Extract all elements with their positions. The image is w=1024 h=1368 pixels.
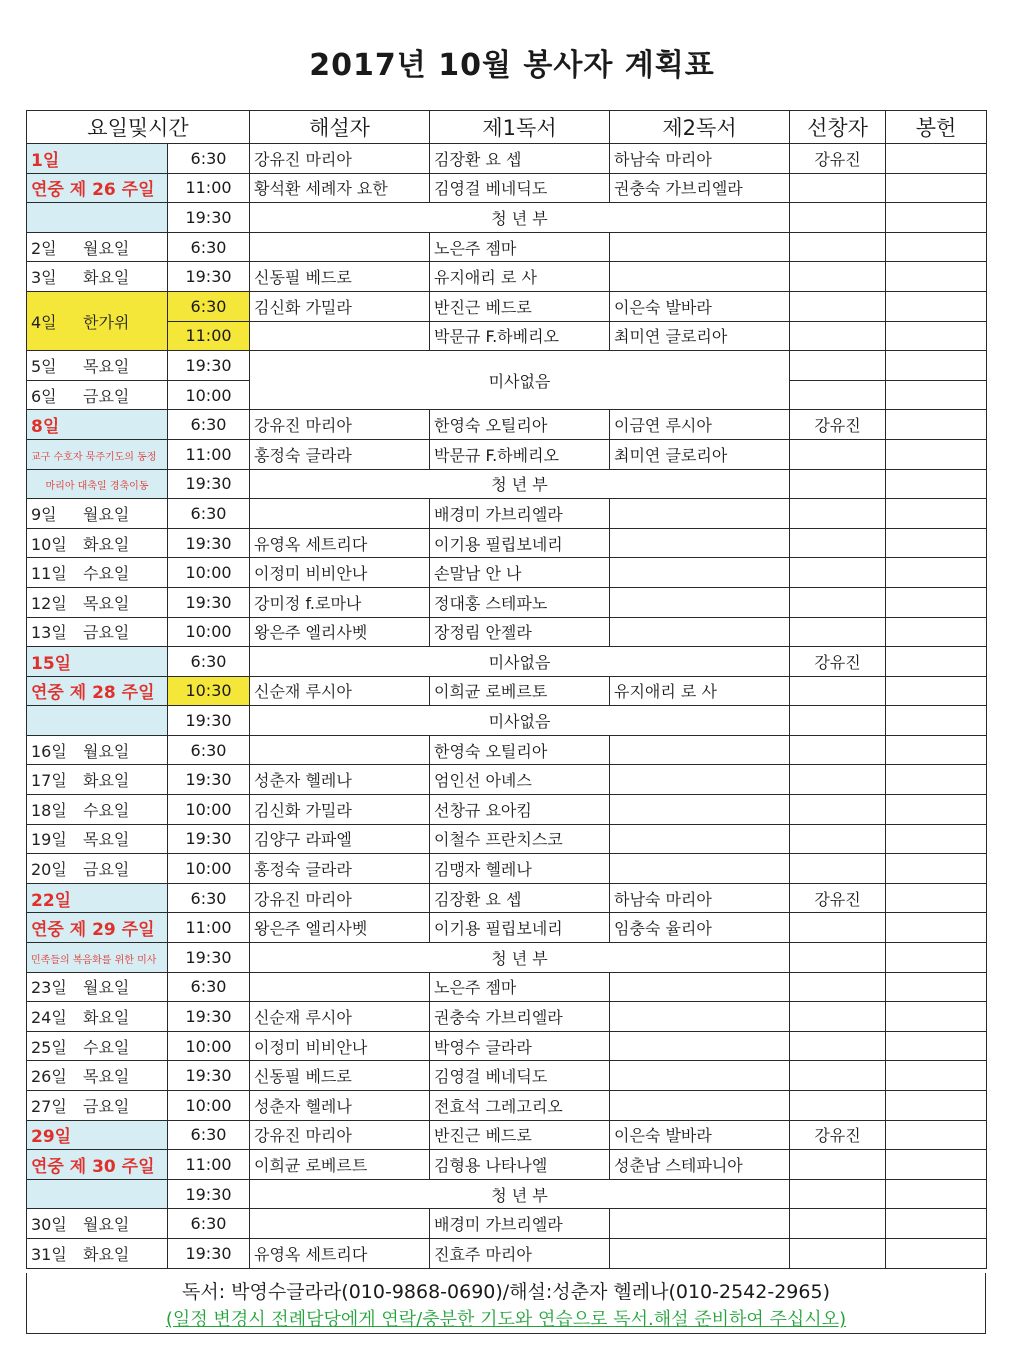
table-row [27, 1061, 987, 1091]
time-cell: 19:30 [168, 943, 250, 973]
offertory-cell [886, 1061, 987, 1091]
youth-cell: 청 년 부 [250, 1179, 790, 1209]
time-cell: 19:30 [168, 528, 250, 558]
time-cell: 6:30 [168, 499, 250, 529]
cantor-cell: 강유진 [790, 883, 886, 913]
table-row [27, 321, 987, 351]
time-cell: 19:30 [168, 1238, 250, 1268]
table-row [27, 943, 987, 973]
reading2-cell [610, 824, 790, 854]
cantor-cell [790, 499, 886, 529]
day-cell: 22일 [27, 883, 168, 913]
reading2-cell [610, 1091, 790, 1121]
table-row [27, 617, 987, 647]
reading1-cell: 반진근 베드로 [430, 1120, 610, 1150]
table-row [27, 676, 987, 706]
cantor-cell [790, 1238, 886, 1268]
day-cell: 26일 목요일 [27, 1061, 168, 1091]
table-row [27, 499, 987, 529]
time-cell: 10:00 [168, 854, 250, 884]
table-row [27, 735, 987, 765]
cantor-cell [790, 1091, 886, 1121]
reading1-cell: 이철수 프란치스코 [430, 824, 610, 854]
time-cell: 19:30 [168, 203, 250, 233]
day-cell [27, 1179, 168, 1209]
offertory-cell [886, 1179, 987, 1209]
header-offertory: 봉헌 [886, 111, 987, 144]
commentator-cell: 홍정숙 글라라 [250, 439, 430, 469]
reading1-cell: 이희균 로베르토 [430, 676, 610, 706]
time-cell: 6:30 [168, 232, 250, 262]
commentator-cell: 성춘자 헬레나 [250, 765, 430, 795]
reading1-cell: 박문규 F.하베리오 [430, 439, 610, 469]
reading2-cell [610, 1061, 790, 1091]
cantor-cell [790, 913, 886, 943]
reading1-cell: 노은주 젬마 [430, 232, 610, 262]
offertory-cell [886, 676, 987, 706]
cantor-cell [790, 795, 886, 825]
reading2-cell [610, 528, 790, 558]
time-cell: 6:30 [168, 647, 250, 677]
time-cell: 6:30 [168, 735, 250, 765]
time-cell: 11:00 [168, 1150, 250, 1180]
reading1-cell: 엄인선 아녜스 [430, 765, 610, 795]
offertory-cell [886, 203, 987, 233]
day-cell: 교구 수호자 묵주기도의 동정 [27, 439, 168, 469]
table-row [27, 913, 987, 943]
day-cell: 마리아 대축일 경축이동 [27, 469, 168, 499]
commentator-cell [250, 499, 430, 529]
time-cell: 10:00 [168, 1091, 250, 1121]
offertory-cell [886, 439, 987, 469]
commentator-cell: 신동필 베드로 [250, 1061, 430, 1091]
day-cell: 17일 화요일 [27, 765, 168, 795]
day-cell: 16일 월요일 [27, 735, 168, 765]
cantor-cell [790, 1150, 886, 1180]
offertory-cell [886, 499, 987, 529]
commentator-cell: 김신화 가밀라 [250, 291, 430, 321]
offertory-cell [886, 735, 987, 765]
day-cell [27, 203, 168, 233]
no-mass-cell: 미사없음 [250, 647, 790, 677]
commentator-cell: 유영옥 세트리다 [250, 1238, 430, 1268]
offertory-cell [886, 1150, 987, 1180]
offertory-cell [886, 232, 987, 262]
reading2-cell [610, 765, 790, 795]
reading1-cell: 이기용 필립보네리 [430, 913, 610, 943]
day-cell: 12일 목요일 [27, 587, 168, 617]
time-cell: 11:00 [168, 439, 250, 469]
cantor-cell: 강유진 [790, 1120, 886, 1150]
cantor-cell [790, 380, 886, 410]
reading1-cell: 진효주 마리아 [430, 1238, 610, 1268]
day-cell: 11일 수요일 [27, 558, 168, 588]
cantor-cell [790, 587, 886, 617]
table-row [27, 854, 987, 884]
table-row [27, 173, 987, 203]
day-cell: 3일 화요일 [27, 262, 168, 292]
table-row [27, 232, 987, 262]
header-day-time: 요일및시간 [27, 111, 250, 144]
commentator-cell: 강유진 마리아 [250, 883, 430, 913]
day-cell: 15일 [27, 647, 168, 677]
reading1-cell: 전효석 그레고리오 [430, 1091, 610, 1121]
commentator-cell: 김신화 가밀라 [250, 795, 430, 825]
reading2-cell [610, 1002, 790, 1032]
header-reading1: 제1독서 [430, 111, 610, 144]
reading2-cell [610, 735, 790, 765]
cantor-cell [790, 972, 886, 1002]
reading1-cell: 한영숙 오틸리아 [430, 410, 610, 440]
commentator-cell: 왕은주 엘리사벳 [250, 617, 430, 647]
time-cell: 6:30 [168, 1120, 250, 1150]
reading1-cell: 박영수 글라라 [430, 1031, 610, 1061]
table-row [27, 795, 987, 825]
commentator-cell [250, 972, 430, 1002]
offertory-cell [886, 321, 987, 351]
time-cell: 10:00 [168, 795, 250, 825]
reading1-cell: 권충숙 가브리엘라 [430, 1002, 610, 1032]
cantor-cell [790, 469, 886, 499]
reading2-cell [610, 795, 790, 825]
table-row [27, 262, 987, 292]
offertory-cell [886, 824, 987, 854]
reading1-cell: 반진근 베드로 [430, 291, 610, 321]
reading2-cell [610, 587, 790, 617]
offertory-cell [886, 765, 987, 795]
time-cell: 6:30 [168, 144, 250, 174]
reading1-cell: 선창규 요아킴 [430, 795, 610, 825]
offertory-cell [886, 528, 987, 558]
offertory-cell [886, 173, 987, 203]
time-cell: 19:30 [168, 587, 250, 617]
cantor-cell [790, 1031, 886, 1061]
cantor-cell [790, 943, 886, 973]
commentator-cell: 이정미 비비안나 [250, 558, 430, 588]
day-cell: 연중 제 28 주일 [27, 676, 168, 706]
day-cell: 1일 [27, 144, 168, 174]
offertory-cell [886, 1002, 987, 1032]
cantor-cell [790, 528, 886, 558]
table-row [27, 1179, 987, 1209]
reading1-cell: 배경미 가브리엘라 [430, 1209, 610, 1239]
reading2-cell [610, 262, 790, 292]
reading1-cell: 김장환 요 셉 [430, 144, 610, 174]
header-row [27, 111, 987, 144]
table-row [27, 587, 987, 617]
commentator-cell: 신동필 베드로 [250, 262, 430, 292]
notice-line: (일정 변경시 전례담당에게 연락/충분한 기도와 연습으로 독서.해설 준비하여 주십시오) [165, 1309, 847, 1330]
day-cell: 31일 화요일 [27, 1238, 168, 1268]
offertory-cell [886, 1238, 987, 1268]
commentator-cell: 강유진 마리아 [250, 144, 430, 174]
reading1-cell: 한영숙 오틸리아 [430, 735, 610, 765]
table-row [27, 410, 987, 440]
youth-cell: 청 년 부 [250, 943, 790, 973]
time-cell: 10:30 [168, 676, 250, 706]
offertory-cell [886, 1031, 987, 1061]
commentator-cell: 김양구 라파엘 [250, 824, 430, 854]
time-cell: 19:30 [168, 1061, 250, 1091]
table-row [27, 203, 987, 233]
commentator-cell [250, 232, 430, 262]
reading2-cell: 유지애리 로 사 [610, 676, 790, 706]
reading1-cell: 이기용 필립보네리 [430, 528, 610, 558]
offertory-cell [886, 617, 987, 647]
commentator-cell [250, 1209, 430, 1239]
contact-line: 독서: 박영수글라라(010-9868-0690)/해설:성춘자 헬레나(010-2542-2965) [182, 1281, 830, 1303]
cantor-cell: 강유진 [790, 647, 886, 677]
cantor-cell: 강유진 [790, 144, 886, 174]
time-cell: 6:30 [168, 1209, 250, 1239]
reading1-cell: 노은주 젬마 [430, 972, 610, 1002]
offertory-cell [886, 706, 987, 736]
reading2-cell: 이은숙 발바라 [610, 291, 790, 321]
reading2-cell [610, 232, 790, 262]
reading2-cell [610, 1209, 790, 1239]
cantor-cell [790, 765, 886, 795]
table-row [27, 647, 987, 677]
time-cell: 19:30 [168, 706, 250, 736]
time-cell: 19:30 [168, 351, 250, 381]
offertory-cell [886, 262, 987, 292]
time-cell: 6:30 [168, 410, 250, 440]
commentator-cell: 황석환 세례자 요한 [250, 173, 430, 203]
header-reading2: 제2독서 [610, 111, 790, 144]
cantor-cell [790, 824, 886, 854]
day-cell: 25일 수요일 [27, 1031, 168, 1061]
offertory-cell [886, 943, 987, 973]
cantor-cell [790, 173, 886, 203]
cantor-cell [790, 1061, 886, 1091]
reading2-cell: 임충숙 율리아 [610, 913, 790, 943]
reading1-cell: 손말남 안 나 [430, 558, 610, 588]
offertory-cell [886, 795, 987, 825]
table-row [27, 883, 987, 913]
day-cell: 2일 월요일 [27, 232, 168, 262]
reading2-cell: 최미연 글로리아 [610, 439, 790, 469]
day-cell: 13일 금요일 [27, 617, 168, 647]
table-row [27, 1091, 987, 1121]
cantor-cell [790, 439, 886, 469]
cantor-cell [790, 676, 886, 706]
reading2-cell: 최미연 글로리아 [610, 321, 790, 351]
commentator-cell [250, 321, 430, 351]
cantor-cell [790, 321, 886, 351]
table-row [27, 824, 987, 854]
table-row [27, 558, 987, 588]
offertory-cell [886, 410, 987, 440]
offertory-cell [886, 144, 987, 174]
table-row [27, 1002, 987, 1032]
reading2-cell: 이금연 루시아 [610, 410, 790, 440]
cantor-cell [790, 854, 886, 884]
reading2-cell: 하남숙 마리아 [610, 144, 790, 174]
day-cell: 29일 [27, 1120, 168, 1150]
table-row [27, 972, 987, 1002]
time-cell: 11:00 [168, 173, 250, 203]
commentator-cell: 유영옥 세트리다 [250, 528, 430, 558]
day-cell: 6일 금요일 [27, 380, 168, 410]
time-cell: 19:30 [168, 1179, 250, 1209]
cantor-cell [790, 1179, 886, 1209]
commentator-cell: 홍정숙 글라라 [250, 854, 430, 884]
reading1-cell: 김형용 나타나엘 [430, 1150, 610, 1180]
offertory-cell [886, 883, 987, 913]
table-row [27, 1238, 987, 1268]
reading2-cell: 하남숙 마리아 [610, 883, 790, 913]
cantor-cell [790, 558, 886, 588]
table-row [27, 1150, 987, 1180]
time-cell: 19:30 [168, 1002, 250, 1032]
reading1-cell: 박문규 F.하베리오 [430, 321, 610, 351]
cantor-cell [790, 232, 886, 262]
reading1-cell: 배경미 가브리엘라 [430, 499, 610, 529]
table-row [27, 351, 987, 381]
footer-box [26, 1273, 986, 1334]
no-mass-cell: 미사없음 [250, 351, 790, 410]
day-cell: 20일 금요일 [27, 854, 168, 884]
offertory-cell [886, 587, 987, 617]
time-cell: 10:00 [168, 558, 250, 588]
offertory-cell [886, 380, 987, 410]
day-cell: 24일 화요일 [27, 1002, 168, 1032]
reading2-cell [610, 1238, 790, 1268]
commentator-cell: 강미정 f.로마나 [250, 587, 430, 617]
commentator-cell: 신순재 루시아 [250, 676, 430, 706]
day-cell: 민족들의 복음화를 위한 미사 [27, 943, 168, 973]
table-row [27, 144, 987, 174]
reading2-cell [610, 1031, 790, 1061]
offertory-cell [886, 972, 987, 1002]
time-cell: 6:30 [168, 291, 250, 321]
cantor-cell [790, 351, 886, 381]
reading2-cell [610, 854, 790, 884]
offertory-cell [886, 854, 987, 884]
no-mass-cell: 미사없음 [250, 706, 790, 736]
table-row [27, 765, 987, 795]
table-row [27, 528, 987, 558]
offertory-cell [886, 469, 987, 499]
cantor-cell [790, 706, 886, 736]
commentator-cell: 이정미 비비안나 [250, 1031, 430, 1061]
day-cell [27, 706, 168, 736]
table-row [27, 1031, 987, 1061]
reading1-cell: 김장환 요 셉 [430, 883, 610, 913]
time-cell: 6:30 [168, 972, 250, 1002]
time-cell: 10:00 [168, 1031, 250, 1061]
day-cell: 연중 제 30 주일 [27, 1150, 168, 1180]
reading2-cell: 권충숙 가브리엘라 [610, 173, 790, 203]
day-cell: 4일 한가위 [27, 291, 168, 350]
cantor-cell [790, 735, 886, 765]
time-cell: 19:30 [168, 765, 250, 795]
table-row [27, 291, 987, 321]
cantor-cell [790, 291, 886, 321]
cantor-cell [790, 1002, 886, 1032]
reading1-cell: 김영걸 베네딕도 [430, 1061, 610, 1091]
commentator-cell [250, 735, 430, 765]
offertory-cell [886, 647, 987, 677]
reading1-cell: 김영걸 베네딕도 [430, 173, 610, 203]
commentator-cell: 신순재 루시아 [250, 1002, 430, 1032]
time-cell: 10:00 [168, 617, 250, 647]
time-cell: 19:30 [168, 469, 250, 499]
offertory-cell [886, 351, 987, 381]
day-cell: 연중 제 26 주일 [27, 173, 168, 203]
day-cell: 10일 화요일 [27, 528, 168, 558]
day-cell: 9일 월요일 [27, 499, 168, 529]
day-cell: 19일 목요일 [27, 824, 168, 854]
table-row [27, 469, 987, 499]
page-title: 2017년 10월 봉사자 계획표 [309, 48, 715, 83]
table-row [27, 1209, 987, 1239]
offertory-cell [886, 1209, 987, 1239]
offertory-cell [886, 1120, 987, 1150]
reading1-cell: 정대홍 스테파노 [430, 587, 610, 617]
header-commentator: 해설자 [250, 111, 430, 144]
day-cell: 18일 수요일 [27, 795, 168, 825]
reading2-cell [610, 499, 790, 529]
time-cell: 10:00 [168, 380, 250, 410]
day-cell: 8일 [27, 410, 168, 440]
commentator-cell: 왕은주 엘리사벳 [250, 913, 430, 943]
day-cell: 27일 금요일 [27, 1091, 168, 1121]
reading2-cell [610, 558, 790, 588]
cantor-cell [790, 617, 886, 647]
reading2-cell [610, 972, 790, 1002]
reading1-cell: 김맹자 헬레나 [430, 854, 610, 884]
cantor-cell [790, 1209, 886, 1239]
table-row [27, 1120, 987, 1150]
offertory-cell [886, 1091, 987, 1121]
reading2-cell: 성춘남 스테파니아 [610, 1150, 790, 1180]
commentator-cell: 이희균 로베르트 [250, 1150, 430, 1180]
cantor-cell [790, 262, 886, 292]
reading2-cell: 이은숙 발바라 [610, 1120, 790, 1150]
commentator-cell: 성춘자 헬레나 [250, 1091, 430, 1121]
youth-cell: 청 년 부 [250, 469, 790, 499]
cantor-cell: 강유진 [790, 410, 886, 440]
time-cell: 11:00 [168, 913, 250, 943]
reading1-cell: 장정림 안젤라 [430, 617, 610, 647]
day-cell: 23일 월요일 [27, 972, 168, 1002]
offertory-cell [886, 913, 987, 943]
offertory-cell [886, 558, 987, 588]
header-cantor: 선창자 [790, 111, 886, 144]
day-cell: 30일 월요일 [27, 1209, 168, 1239]
day-cell: 연중 제 29 주일 [27, 913, 168, 943]
schedule-table [26, 110, 987, 1269]
time-cell: 19:30 [168, 262, 250, 292]
commentator-cell: 강유진 마리아 [250, 1120, 430, 1150]
youth-cell: 청 년 부 [250, 203, 790, 233]
reading2-cell [610, 617, 790, 647]
cantor-cell [790, 203, 886, 233]
table-row [27, 706, 987, 736]
commentator-cell: 강유진 마리아 [250, 410, 430, 440]
time-cell: 6:30 [168, 883, 250, 913]
day-cell: 5일 목요일 [27, 351, 168, 381]
reading1-cell: 유지애리 로 사 [430, 262, 610, 292]
time-cell: 19:30 [168, 824, 250, 854]
time-cell: 11:00 [168, 321, 250, 351]
offertory-cell [886, 291, 987, 321]
table-row [27, 439, 987, 469]
